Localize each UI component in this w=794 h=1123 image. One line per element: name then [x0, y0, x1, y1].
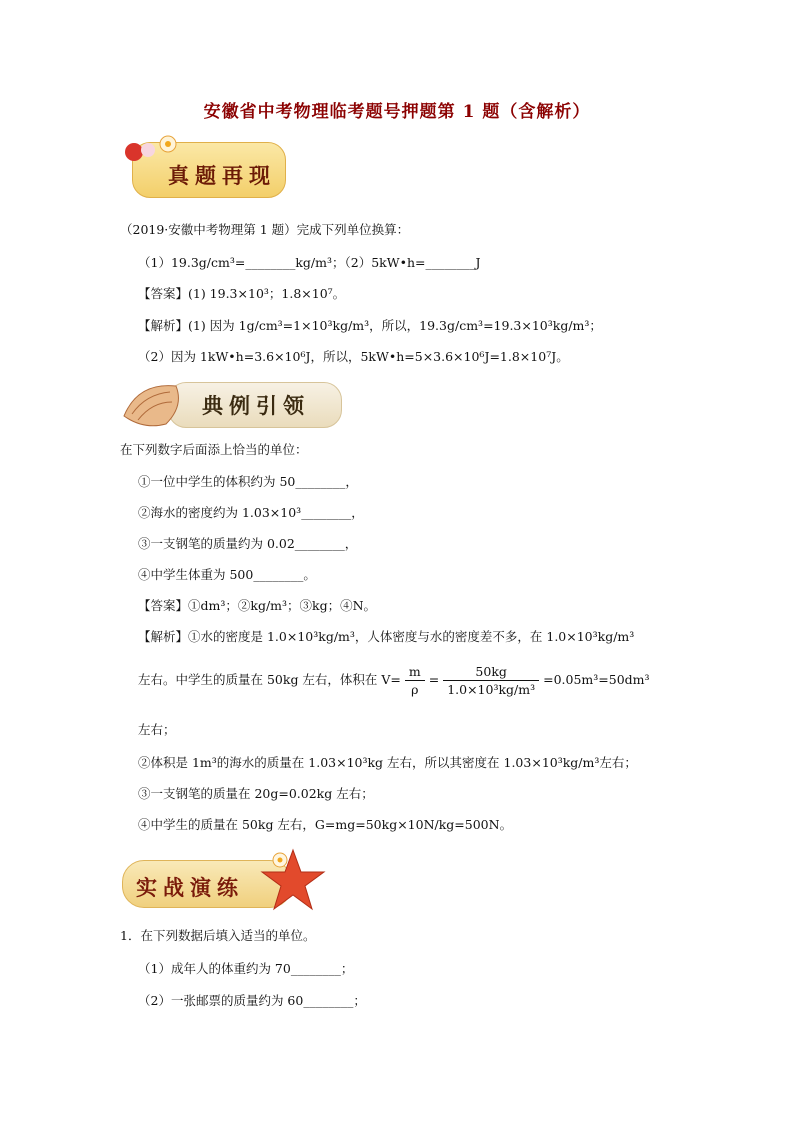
question-line: 1．在下列数据后填入适当的单位。 [120, 928, 316, 943]
fraction-mass-over-density [443, 663, 539, 699]
banner-label: 真题再现 [168, 163, 276, 188]
analysis-line: 【解析】①水的密度是 1.0×10³kg/m³，人体密度与水的密度差不多，在 1.0×10³kg/m³ [138, 629, 635, 644]
seashell-icon [118, 376, 188, 432]
banner-zhenti [118, 132, 288, 202]
banner-label: 实战演练 [136, 875, 244, 900]
list-item: ④中学生体重为 500________。 [138, 567, 316, 582]
question-line: （1）19.3g/cm³=________kg/m³；（2）5kW•h=________J [138, 255, 481, 270]
answer-line: 【答案】①dm³；②kg/m³；③kg；④N。 [138, 598, 377, 613]
question-source: （2019·安徽中考物理第 1 题）完成下列单位换算： [120, 222, 410, 237]
list-item: ①一位中学生的体积约为 50________， [138, 474, 358, 489]
list-item: ②海水的密度约为 1.03×10³________， [138, 505, 364, 520]
analysis-line: ②体积是 1m³的海水的质量在 1.03×10³kg 左右，所以其密度在 1.03×10³kg/m³左右； [138, 755, 637, 770]
list-item: （1）成年人的体重约为 70________； [138, 961, 354, 976]
page-title: 安徽省中考物理临考题号押题第 1 题（含解析） [203, 102, 591, 122]
fraction-numerator: 50kg [443, 663, 539, 681]
list-item: ③一支钢笔的质量约为 0.02________， [138, 536, 358, 551]
analysis-line: ④中学生的质量在 50kg 左右，G=mg=50kg×10N/kg=500N。 [138, 817, 513, 832]
fraction-numerator: m [405, 663, 425, 681]
analysis-text: 左右。中学生的质量在 50kg 左右，体积在 V= [138, 672, 401, 687]
analysis-line: 左右； [138, 722, 176, 737]
analysis-line: ③一支钢笔的质量在 20g=0.02kg 左右； [138, 786, 374, 801]
analysis-text: =0.05m³=50dm³ [543, 672, 650, 687]
list-item: （2）一张邮票的质量约为 60________； [138, 993, 366, 1008]
equals-sign: = [428, 672, 440, 687]
fraction-m-over-rho [405, 663, 425, 699]
intro-line: 在下列数字后面添上恰当的单位： [120, 442, 308, 457]
fraction-denominator: 1.0×10³kg/m³ [447, 681, 536, 697]
fraction-denominator: ρ [411, 681, 419, 697]
banner-label: 典例引领 [202, 393, 310, 418]
analysis-formula-line [138, 662, 650, 699]
analysis-line: （2）因为 1kW•h=3.6×10⁶J，所以，5kW•h=5×3.6×10⁶J=1.8×10⁷J。 [138, 349, 569, 364]
banner-shizhan [118, 846, 328, 916]
starfish-icon [258, 846, 328, 916]
analysis-line: 【解析】(1) 因为 1g/cm³=1×10³kg/m³，所以，19.3g/cm³=19.3×10³kg/m³； [138, 318, 602, 333]
answer-line: 【答案】(1) 19.3×10³；1.8×10⁷。 [138, 286, 346, 301]
banner-dianli [118, 374, 343, 434]
